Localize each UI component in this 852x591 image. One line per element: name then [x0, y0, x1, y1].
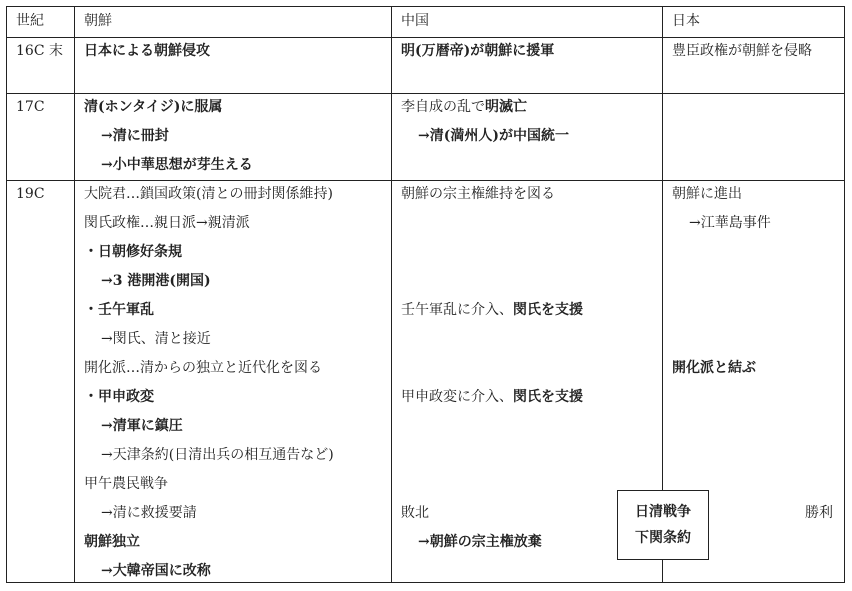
china-19c-imo-support: 閔氏を支援: [513, 302, 583, 318]
header-century: 世紀: [16, 13, 44, 29]
century-19c: 19C: [16, 186, 45, 202]
china-19c-kapsin-intervene: 甲申政変に介入、: [401, 389, 513, 405]
china-17c-ming-end: 明滅亡: [485, 99, 527, 115]
china-19c-abandon-suzerainty: →朝鮮の宗主権放棄: [418, 534, 542, 550]
japan-19c-victory: 勝利: [805, 505, 833, 521]
korea-19c-tianjin-treaty: →天津条約(日清出兵の相互通告など): [101, 447, 334, 463]
korea-19c-daewongun: 大院君…鎖国政策(清との冊封関係維持): [84, 186, 333, 202]
korea-19c-three-ports: →3 港開港(開国): [101, 273, 211, 289]
table-border-left: [6, 6, 7, 583]
sino-japanese-war-box: [617, 490, 709, 560]
japan-19c-advance: 朝鮮に進出: [672, 186, 742, 202]
header-china: 中国: [401, 13, 429, 29]
war-box-treaty: 下関条約: [635, 530, 691, 546]
china-19c-imo: [401, 296, 583, 325]
korea-19c-min-approach: →閔氏、清と接近: [101, 331, 211, 347]
china-16c-reinforcement: 明(万暦帝)が朝鮮に援軍: [401, 43, 555, 59]
korea-16c-invasion: 日本による朝鮮侵攻: [84, 43, 210, 59]
china-19c-cell: [401, 180, 583, 557]
header-japan: 日本: [672, 13, 700, 29]
korea-19c-request-aid: →清に救援要請: [101, 505, 197, 521]
korea-17c-cell: [84, 93, 253, 180]
century-17c: 17C: [16, 99, 45, 115]
korea-19c-cell: [84, 180, 334, 586]
china-19c-kapsin: [401, 383, 583, 412]
china-17c-cell: [401, 93, 569, 151]
china-19c-imo-intervene: 壬午軍乱に介入、: [401, 302, 513, 318]
korea-17c-sinocentrism: →小中華思想が芽生える: [101, 157, 253, 173]
japan-19c-ally-enlightenment: 開化派と結ぶ: [672, 360, 756, 376]
korea-19c-independence: 朝鮮独立: [84, 534, 140, 550]
china-17c-qing-unify: →清(満州人)が中国統一: [418, 128, 569, 144]
japan-19c-ganghwa-incident: →江華島事件: [689, 215, 771, 231]
japan-19c-cell: [672, 180, 771, 383]
table-border-right: [844, 6, 845, 583]
korea-19c-min-regime: 閔氏政権…親日派→親清派: [84, 215, 250, 231]
war-box-war: 日清戦争: [635, 504, 691, 520]
century-16c: 16C 末: [16, 43, 63, 59]
china-19c-defeat: 敗北: [401, 505, 429, 521]
korea-19c-suppressed: →清軍に鎮圧: [101, 418, 183, 434]
china-19c-suzerainty: 朝鮮の宗主権維持を図る: [401, 186, 555, 202]
korea-19c-kapsin-coup: ・甲申政変: [84, 389, 154, 405]
header-korea: 朝鮮: [84, 13, 112, 29]
korea-17c-subjugation: 清(ホンタイジ)に服属: [84, 99, 223, 115]
korea-19c-ganghwa-treaty: ・日朝修好条規: [84, 244, 182, 260]
china-17c-ming-fall: [401, 93, 569, 122]
col-divider-2: [391, 6, 392, 583]
japan-16c-toyotomi: 豊臣政権が朝鮮を侵略: [672, 43, 812, 59]
korea-19c-korean-empire: →大韓帝国に改称: [101, 563, 211, 579]
col-divider-1: [74, 6, 75, 583]
korea-19c-enlightenment: 開化派…清からの独立と近代化を図る: [84, 360, 322, 376]
china-19c-kapsin-support: 閔氏を支援: [513, 389, 583, 405]
korea-19c-imo-incident: ・壬午軍乱: [84, 302, 154, 318]
korea-17c-investiture: →清に冊封: [101, 128, 169, 144]
korea-19c-donghak: 甲午農民戦争: [84, 476, 168, 492]
history-table: [6, 6, 845, 583]
china-17c-rebellion: 李自成の乱で: [401, 99, 485, 115]
